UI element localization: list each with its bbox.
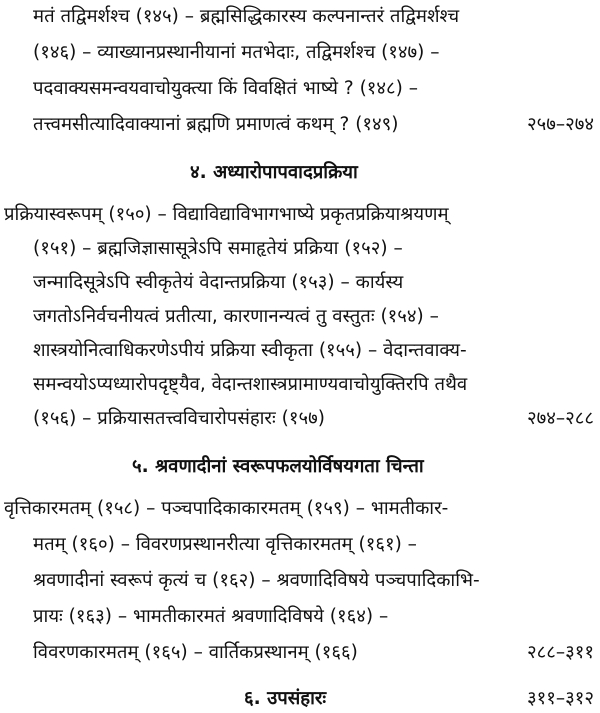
toc-line: (१५६) – प्रक्रियासतत्त्वविचारोपसंहारः (१५७) <box>33 408 325 429</box>
page-range: २८८–३११ <box>527 642 594 663</box>
section-heading: ६. उपसंहारः <box>244 688 327 709</box>
toc-line: जन्मादिसूत्रेऽपि स्वीकृतेयं वेदान्तप्रक्रिया (१५३) – कार्यस्य <box>33 272 404 293</box>
page-range: २५७–२७४ <box>527 114 594 135</box>
toc-line: जगतोऽनिर्वचनीयत्वं प्रतीत्या, कारणानन्यत्वं तु वस्तुतः (१५४) – <box>33 306 439 327</box>
toc-line: शास्त्रयोनित्वाधिकरणेऽपीयं प्रक्रिया स्वीकृता (१५५) – वेदान्तवाक्य- <box>33 340 467 361</box>
toc-line: प्रक्रियास्वरूपम् (१५०) – विद्याविद्याविभागभाष्ये प्रकृतप्रक्रियाश्रयणम् <box>4 204 449 225</box>
toc-line: (१५१) – ब्रह्मजिज्ञासासूत्रेऽपि समाहृतेयं प्रक्रिया (१५२) – <box>33 238 403 259</box>
toc-line: पदवाक्यसमन्वयवाचोयुक्त्या किं विवक्षितं भाष्ये ? (१४८) – <box>33 78 419 99</box>
page-range: ३११–३१२ <box>527 688 594 709</box>
toc-line: (१४६) – व्याख्यानप्रस्थानीयानां मतभेदाः, तद्विमर्शश्च (१४७) – <box>33 42 440 63</box>
toc-line: वृत्तिकारमतम् (१५८) – पञ्चपादिकाकारमतम् (१५९) – भामतीकार- <box>4 498 449 519</box>
toc-line: प्रायः (१६३) – भामतीकारमतं श्रवणादिविषये (१६४) – <box>33 606 389 627</box>
toc-line: मतं तद्विमर्शश्च (१४५) – ब्रह्मसिद्धिकारस्य कल्पनान्तरं तद्विमर्शश्च <box>33 6 460 27</box>
toc-line: विवरणकारमतम् (१६५) – वार्तिकप्रस्थानम् (१६६) <box>33 642 358 663</box>
toc-line: तत्त्वमसीत्यादिवाक्यानां ब्रह्मणि प्रमाणत्वं कथम् ? (१४९) <box>33 114 399 135</box>
toc-line: समन्वयोऽप्यध्यारोपदृष्ट्यैव, वेदान्तशास्त्रप्रामाण्यवाचोयुक्तिरपि तथैव <box>33 374 468 395</box>
toc-line: मतम् (१६०) – विवरणप्रस्थानरीत्या वृत्तिकारमतम् (१६१) – <box>33 534 417 555</box>
page-range: २७४–२८८ <box>527 408 594 429</box>
section-heading: ४. अध्यारोपापवादप्रक्रिया <box>190 162 358 183</box>
section-heading: ५. श्रवणादीनां स्वरूपफलयोर्विषयगता चिन्ता <box>132 456 424 477</box>
toc-line: श्रवणादीनां स्वरूपं कृत्यं च (१६२) – श्रवणादिविषये पञ्चपादिकाभि- <box>33 570 480 591</box>
